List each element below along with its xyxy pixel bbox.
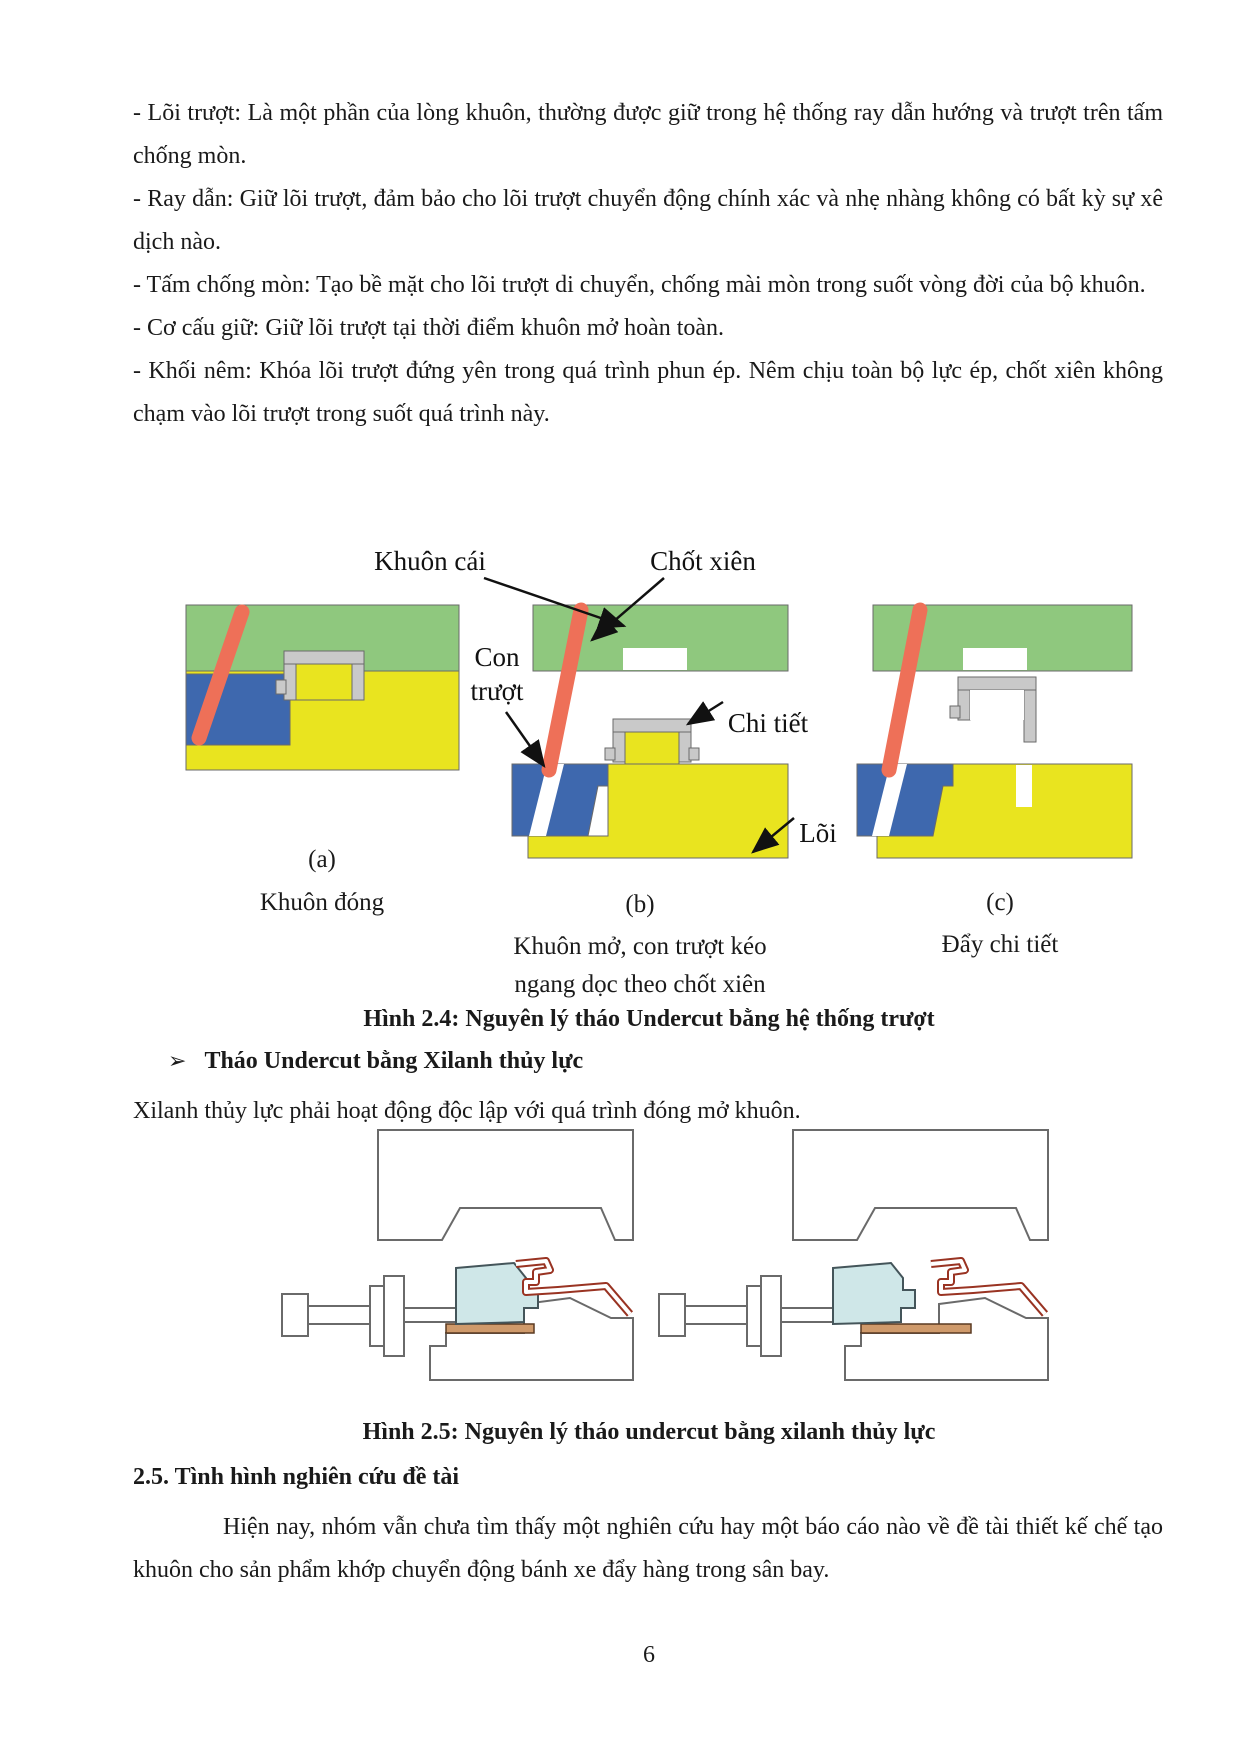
push-rod-left	[404, 1308, 458, 1322]
piston-rod-right	[685, 1306, 747, 1324]
paragraph-hien-nay-wrap	[133, 1506, 1163, 1592]
paragraph-tam-chong-mon: - Tấm chống mòn: Tạo bề mặt cho lõi trượt di chuyển, chống mài mòn trong suốt vòng đời của bộ khuôn.	[133, 272, 1146, 298]
panel-c-letter: (c)	[986, 889, 1014, 916]
cavity-notch-b	[623, 648, 687, 670]
arrow-con-truot	[506, 712, 544, 766]
cavity-notch-c	[963, 648, 1027, 670]
hydraulic-diagram-extended	[282, 1130, 633, 1380]
part-a-right-leg	[352, 664, 364, 700]
paragraph-xilanh: Xilanh thủy lực phải hoạt động độc lập với quá trình đóng mở khuôn.	[133, 1098, 801, 1124]
flange-plate-1-left	[370, 1286, 384, 1346]
page-number: 6	[643, 1642, 655, 1668]
part-b-right-lip	[689, 748, 699, 760]
top-clamp-plate-right	[793, 1130, 1048, 1240]
core-boss-b	[625, 732, 679, 764]
panel-b-caption	[513, 928, 766, 1004]
panel-c-eject-part	[857, 605, 1132, 858]
part-b-left-lip	[605, 748, 615, 760]
panel-a-mold-closed	[186, 605, 459, 770]
bullet-heading-text: Tháo Undercut bằng Xilanh thủy lực	[204, 1048, 584, 1074]
section-2-5-heading: 2.5. Tình hình nghiên cứu đề tài	[133, 1464, 460, 1490]
arrow-bullet-icon: ➢	[168, 1048, 187, 1073]
cylinder-head-left	[282, 1294, 308, 1336]
part-b-top	[613, 719, 691, 732]
flange-plate-1-right	[747, 1286, 761, 1346]
moving-core-right	[833, 1263, 915, 1324]
paragraph-xilanh-wrap	[133, 1090, 1163, 1133]
flange-plate-2-left	[384, 1276, 404, 1356]
label-chot-xien: Chốt xiên	[650, 546, 756, 576]
label-khuon-cai: Khuôn cái	[374, 546, 486, 576]
body-text-block	[133, 92, 1163, 436]
paragraph-khoi-nem: - Khối nêm: Khóa lõi trượt đứng yên trong quá trình phun ép. Nêm chịu toàn bộ lực ép, chốt xiên không chạm vào lõi trượt trong suốt quá trình này.	[133, 358, 1163, 427]
part-a-undercut-lip	[276, 680, 286, 694]
part-c-interior	[970, 690, 1024, 720]
paragraph-co-cau-giu: - Cơ cấu giữ: Giữ lõi trượt tại thời điểm khuôn mở hoàn toàn.	[133, 315, 725, 341]
cylinder-head-right	[659, 1294, 685, 1336]
paragraph-loi-truot: - Lõi trượt: Là một phần của lòng khuôn, thường được giữ trong hệ thống ray dẫn hướng và trượt trên tấm chống mòn.	[133, 100, 1163, 169]
panel-c-caption: Đẩy chi tiết	[941, 931, 1059, 958]
push-rod-right	[781, 1308, 835, 1322]
panel-b-caption-line2: ngang dọc theo chốt xiên	[514, 971, 766, 998]
panel-b-letter: (b)	[625, 891, 655, 918]
wear-plate-right	[861, 1324, 971, 1333]
core-boss-a	[296, 664, 352, 700]
piston-rod-left	[308, 1306, 370, 1324]
figure-2-4-caption: Hình 2.4: Nguyên lý tháo Undercut bằng hệ thống trượt	[363, 1006, 935, 1032]
paragraph-hien-nay: Hiện nay, nhóm vẫn chưa tìm thấy một nghiên cứu hay một báo cáo nào về đề tài thiết kế chế tạo khuôn cho sản phẩm khớp chuyển động bánh xe đẩy hàng trong sân bay.	[133, 1514, 1163, 1583]
arrow-chi-tiet	[688, 702, 723, 724]
label-loi: Lõi	[799, 818, 837, 848]
figure-2-4-diagram	[150, 540, 1140, 870]
part-a-top	[284, 651, 364, 664]
bullet-heading	[168, 1048, 583, 1075]
panel-a-caption: Khuôn đóng	[259, 889, 385, 916]
figure-2-5-caption: Hình 2.5: Nguyên lý tháo undercut bằng xilanh thủy lực	[362, 1419, 936, 1445]
label-chi-tiet: Chi tiết	[727, 708, 809, 738]
top-clamp-plate-left	[378, 1130, 633, 1240]
label-con-truot-2: trượt	[470, 676, 524, 706]
wear-plate-left	[446, 1324, 534, 1333]
paragraph-ray-dan: - Ray dẫn: Giữ lõi trượt, đảm bảo cho lõi trượt chuyển động chính xác và nhẹ nhàng không có bất kỳ sự xê dịch nào.	[133, 186, 1163, 255]
panel-a-letter: (a)	[308, 846, 336, 873]
label-con-truot-1: Con	[474, 642, 520, 672]
part-c-top	[958, 677, 1036, 690]
panel-b-caption-line1: Khuôn mở, con trượt kéo	[513, 933, 767, 960]
part-c-left-lip	[950, 706, 960, 718]
part-c-right-leg	[1024, 690, 1036, 742]
flange-plate-2-right	[761, 1276, 781, 1356]
figure-2-5-diagram	[270, 1128, 1070, 1390]
ejector-slot-c	[1016, 765, 1032, 807]
hydraulic-diagram-retracted	[659, 1130, 1048, 1380]
